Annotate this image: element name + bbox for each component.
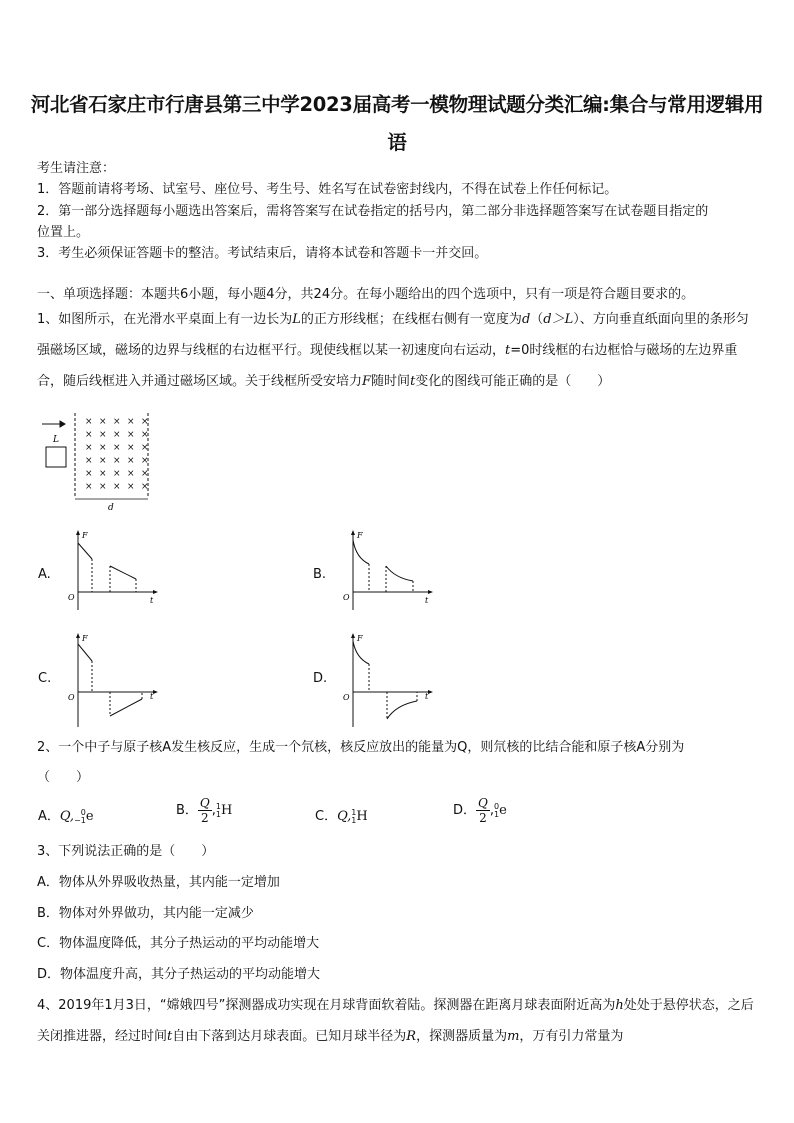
question-4-stem: 4、2019年1月3日，“嫦娥四号”探测器成功实现在月球背面软着陆。探测器在距离月球表面附近高为h处处于悬停状态，之后关闭推进器，经过时间t自由下落到达月球表面。已知月球半径为R，探测器质量为m，万有引力常量为	[37, 998, 754, 1044]
curve-leaving	[110, 566, 136, 579]
graph-C	[66, 631, 161, 727]
notice-item-2: 2．第一部分选择题每小题选出答案后，需将答案写在试卷指定的括号内，第二部分非选择题答案写在试卷题目指定的	[37, 204, 709, 219]
svg-text:O: O	[343, 693, 350, 702]
svg-text:t: t	[425, 596, 429, 605]
svg-text:F: F	[82, 634, 88, 643]
field-cross-mark: ×	[127, 469, 135, 479]
svg-text:O: O	[68, 593, 75, 602]
curve-entering	[353, 641, 369, 664]
field-cross-mark: ×	[113, 443, 121, 453]
svg-text:t: t	[150, 692, 154, 701]
field-cross-mark: ×	[85, 417, 93, 427]
question-3-option-A: A．物体从外界吸收热量，其内能一定增加	[37, 875, 280, 890]
field-cross-mark: ×	[141, 469, 149, 479]
question-3-option-D: D．物体温度升高，其分子热运动的平均动能增大	[37, 967, 321, 982]
notice-heading: 考生请注意：	[37, 161, 116, 176]
question-3-option-C: C．物体温度降低，其分子热运动的平均动能增大	[37, 936, 320, 951]
loop-side-label: L	[53, 435, 59, 445]
field-cross-mark: ×	[141, 456, 149, 466]
field-cross-mark: ×	[85, 456, 93, 466]
field-cross-mark: ×	[127, 417, 135, 427]
field-cross-mark: ×	[127, 443, 135, 453]
question-2-option-C: C．Q, 1 1 H	[315, 807, 368, 825]
curve-entering	[353, 540, 369, 564]
field-cross-mark: ×	[99, 443, 107, 453]
field-width-label: d	[108, 503, 114, 513]
option-C-label: C.	[38, 671, 52, 686]
svg-text:O: O	[68, 693, 75, 702]
field-cross-mark: ×	[99, 456, 107, 466]
curve-leaving	[110, 699, 142, 716]
field-cross-mark: ×	[141, 417, 149, 427]
field-cross-mark: ×	[99, 469, 107, 479]
question-2-stem: 2、一个中子与原子核A发生核反应，生成一个氘核，核反应放出的能量为Q，则氘核的比结合能和原子核A分别为	[37, 740, 685, 755]
question-1-stem: 1、如图所示，在光滑水平桌面上有一边长为L的正方形线框；在线框右侧有一宽度为d（d＞L）、方向垂直纸面向里的条形匀强磁场区域，磁场的边界与线框的右边框平行。现使线框以某一初速度向右运动，t=0时线框的右边框恰与磁场的左边界重合，随后线框进入并通过磁场区域。关于线框所受安培力F随时间t变化的图线可能正确的是（ ）	[37, 312, 749, 389]
field-cross-mark: ×	[113, 417, 121, 427]
field-cross-mark: ×	[141, 482, 149, 492]
question-3-stem: 3、下列说法正确的是（ ）	[37, 844, 215, 859]
option-B-label: B.	[313, 567, 327, 582]
question-3-option-B: B．物体对外界做功，其内能一定减少	[37, 906, 254, 921]
notice-item-2-cont: 位置上。	[37, 225, 90, 240]
svg-text:F: F	[357, 531, 363, 540]
field-cross-mark: ×	[85, 469, 93, 479]
curve-entering	[78, 644, 92, 661]
field-cross-mark: ×	[113, 456, 121, 466]
field-cross-mark: ×	[85, 482, 93, 492]
field-cross-mark: ×	[85, 430, 93, 440]
field-cross-mark: ×	[127, 430, 135, 440]
curve-leaving	[387, 701, 417, 719]
velocity-arrow	[42, 421, 65, 427]
field-cross-mark: ×	[99, 482, 107, 492]
field-crosses	[85, 417, 149, 492]
document-title: 河北省石家庄市行唐县第三中学2023届高考一模物理试题分类汇编:集合与常用逻辑用 语	[30, 93, 764, 154]
question-2-option-B: B． $\frac{Q}{2}$ , 1 1 H	[176, 796, 233, 825]
option-D-label: D.	[313, 671, 328, 686]
question-2-option-A: A．Q, 0 −1 e	[38, 807, 94, 825]
notice-item-1: 1．答题前请将考场、试室号、座位号、考生号、姓名写在试卷密封线内，不得在试卷上作任何标记。	[37, 182, 618, 197]
notice-item-3: 3．考生必须保证答题卡的整洁。考试结束后，请将本试卷和答题卡一并交回。	[37, 246, 488, 261]
field-cross-mark: ×	[85, 443, 93, 453]
field-cross-mark: ×	[141, 430, 149, 440]
svg-text:F: F	[357, 634, 363, 643]
section-heading: 一、单项选择题：本题共6小题，每小题4分，共24分。在每小题给出的四个选项中，只有一项是符合题目要求的。	[37, 287, 695, 302]
svg-text:F: F	[82, 531, 88, 540]
field-cross-mark: ×	[113, 482, 121, 492]
field-cross-mark: ×	[99, 417, 107, 427]
curve-entering	[78, 543, 92, 559]
svg-text:t: t	[150, 596, 154, 605]
loop-and-field-figure	[35, 410, 160, 518]
field-cross-mark: ×	[127, 482, 135, 492]
svg-text:t: t	[425, 692, 429, 701]
graph-A	[66, 528, 161, 610]
question-2-paren: （ ）	[37, 770, 90, 785]
field-cross-mark: ×	[141, 443, 149, 453]
graph-B	[341, 528, 436, 610]
field-cross-mark: ×	[113, 430, 121, 440]
question-2-option-D: D． $\frac{Q}{2}$ , 0 1 e	[453, 796, 507, 825]
graph-D	[341, 631, 436, 727]
field-cross-mark: ×	[127, 456, 135, 466]
svg-text:O: O	[343, 593, 350, 602]
curve-leaving	[386, 566, 413, 581]
field-cross-mark: ×	[99, 430, 107, 440]
square-loop	[46, 447, 66, 467]
option-A-label: A.	[38, 567, 51, 582]
field-cross-mark: ×	[113, 469, 121, 479]
